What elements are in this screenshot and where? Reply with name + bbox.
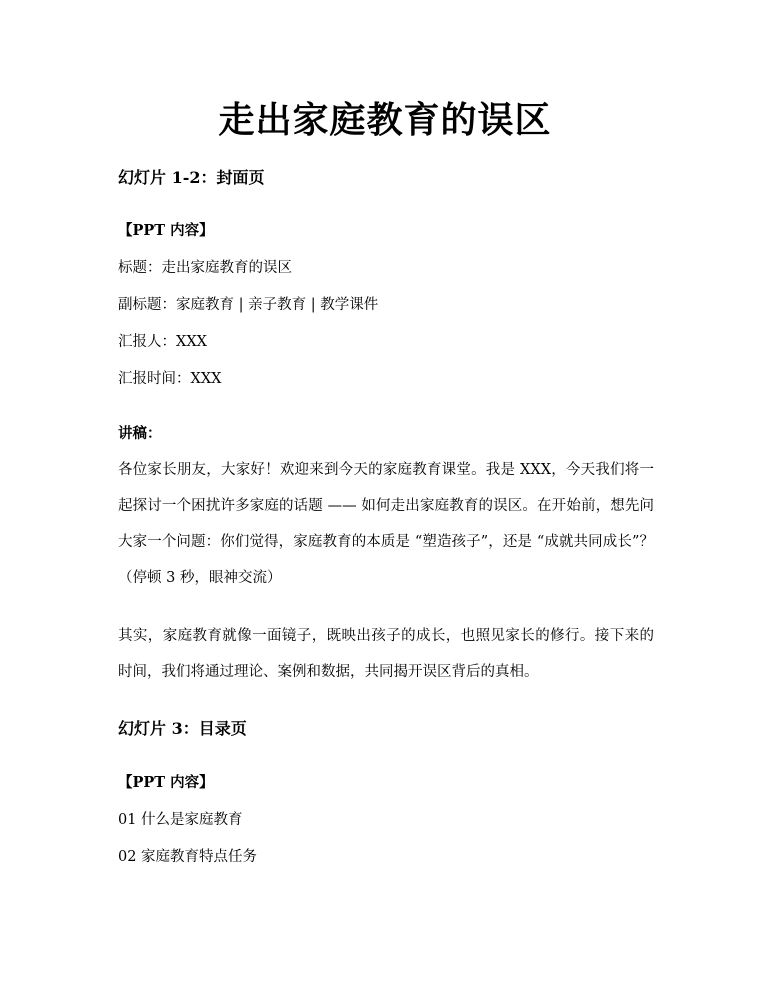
slide-3-ppt-label: 【PPT 内容】 [118, 774, 214, 791]
slide-3-heading: 幻灯片 3：目录页 [118, 719, 247, 738]
slide-1-2-heading: 幻灯片 1-2：封面页 [118, 168, 265, 187]
slide-1-2-title-line: 标题：走出家庭教育的误区 [118, 260, 292, 276]
slide-1-2-reporter-line: 汇报人：XXX [118, 334, 207, 350]
slide-1-2-subtitle-line: 副标题：家庭教育 | 亲子教育 | 教学课件 [118, 297, 379, 313]
slide-1-2-ppt-label: 【PPT 内容】 [118, 222, 214, 239]
slide-1-2-script-paragraph-1: 各位家长朋友，大家好！欢迎来到今天的家庭教育课堂。我是 XXX，今天我们将一起探讨一个困扰许多家庭的话题 —— 如何走出家庭教育的误区。在开始前，想先问大家一个问题：你们觉得，家庭教育的本质是 “塑造孩子”，还是 “成就共同成长”？（停顿 3 秒，眼神交流） [118, 462, 654, 586]
toc-item: 02 家庭教育特点任务 [118, 849, 258, 865]
toc-item: 01 什么是家庭教育 [118, 812, 243, 828]
slide-1-2-time-line: 汇报时间：XXX [118, 371, 222, 387]
slide-1-2-script-label: 讲稿： [118, 425, 162, 442]
slide-1-2-script-paragraph-2: 其实，家庭教育就像一面镜子，既映出孩子的成长，也照见家长的修行。接下来的时间，我们将通过理论、案例和数据，共同揭开误区背后的真相。 [118, 628, 654, 680]
document-title: 走出家庭教育的误区 [218, 99, 552, 141]
